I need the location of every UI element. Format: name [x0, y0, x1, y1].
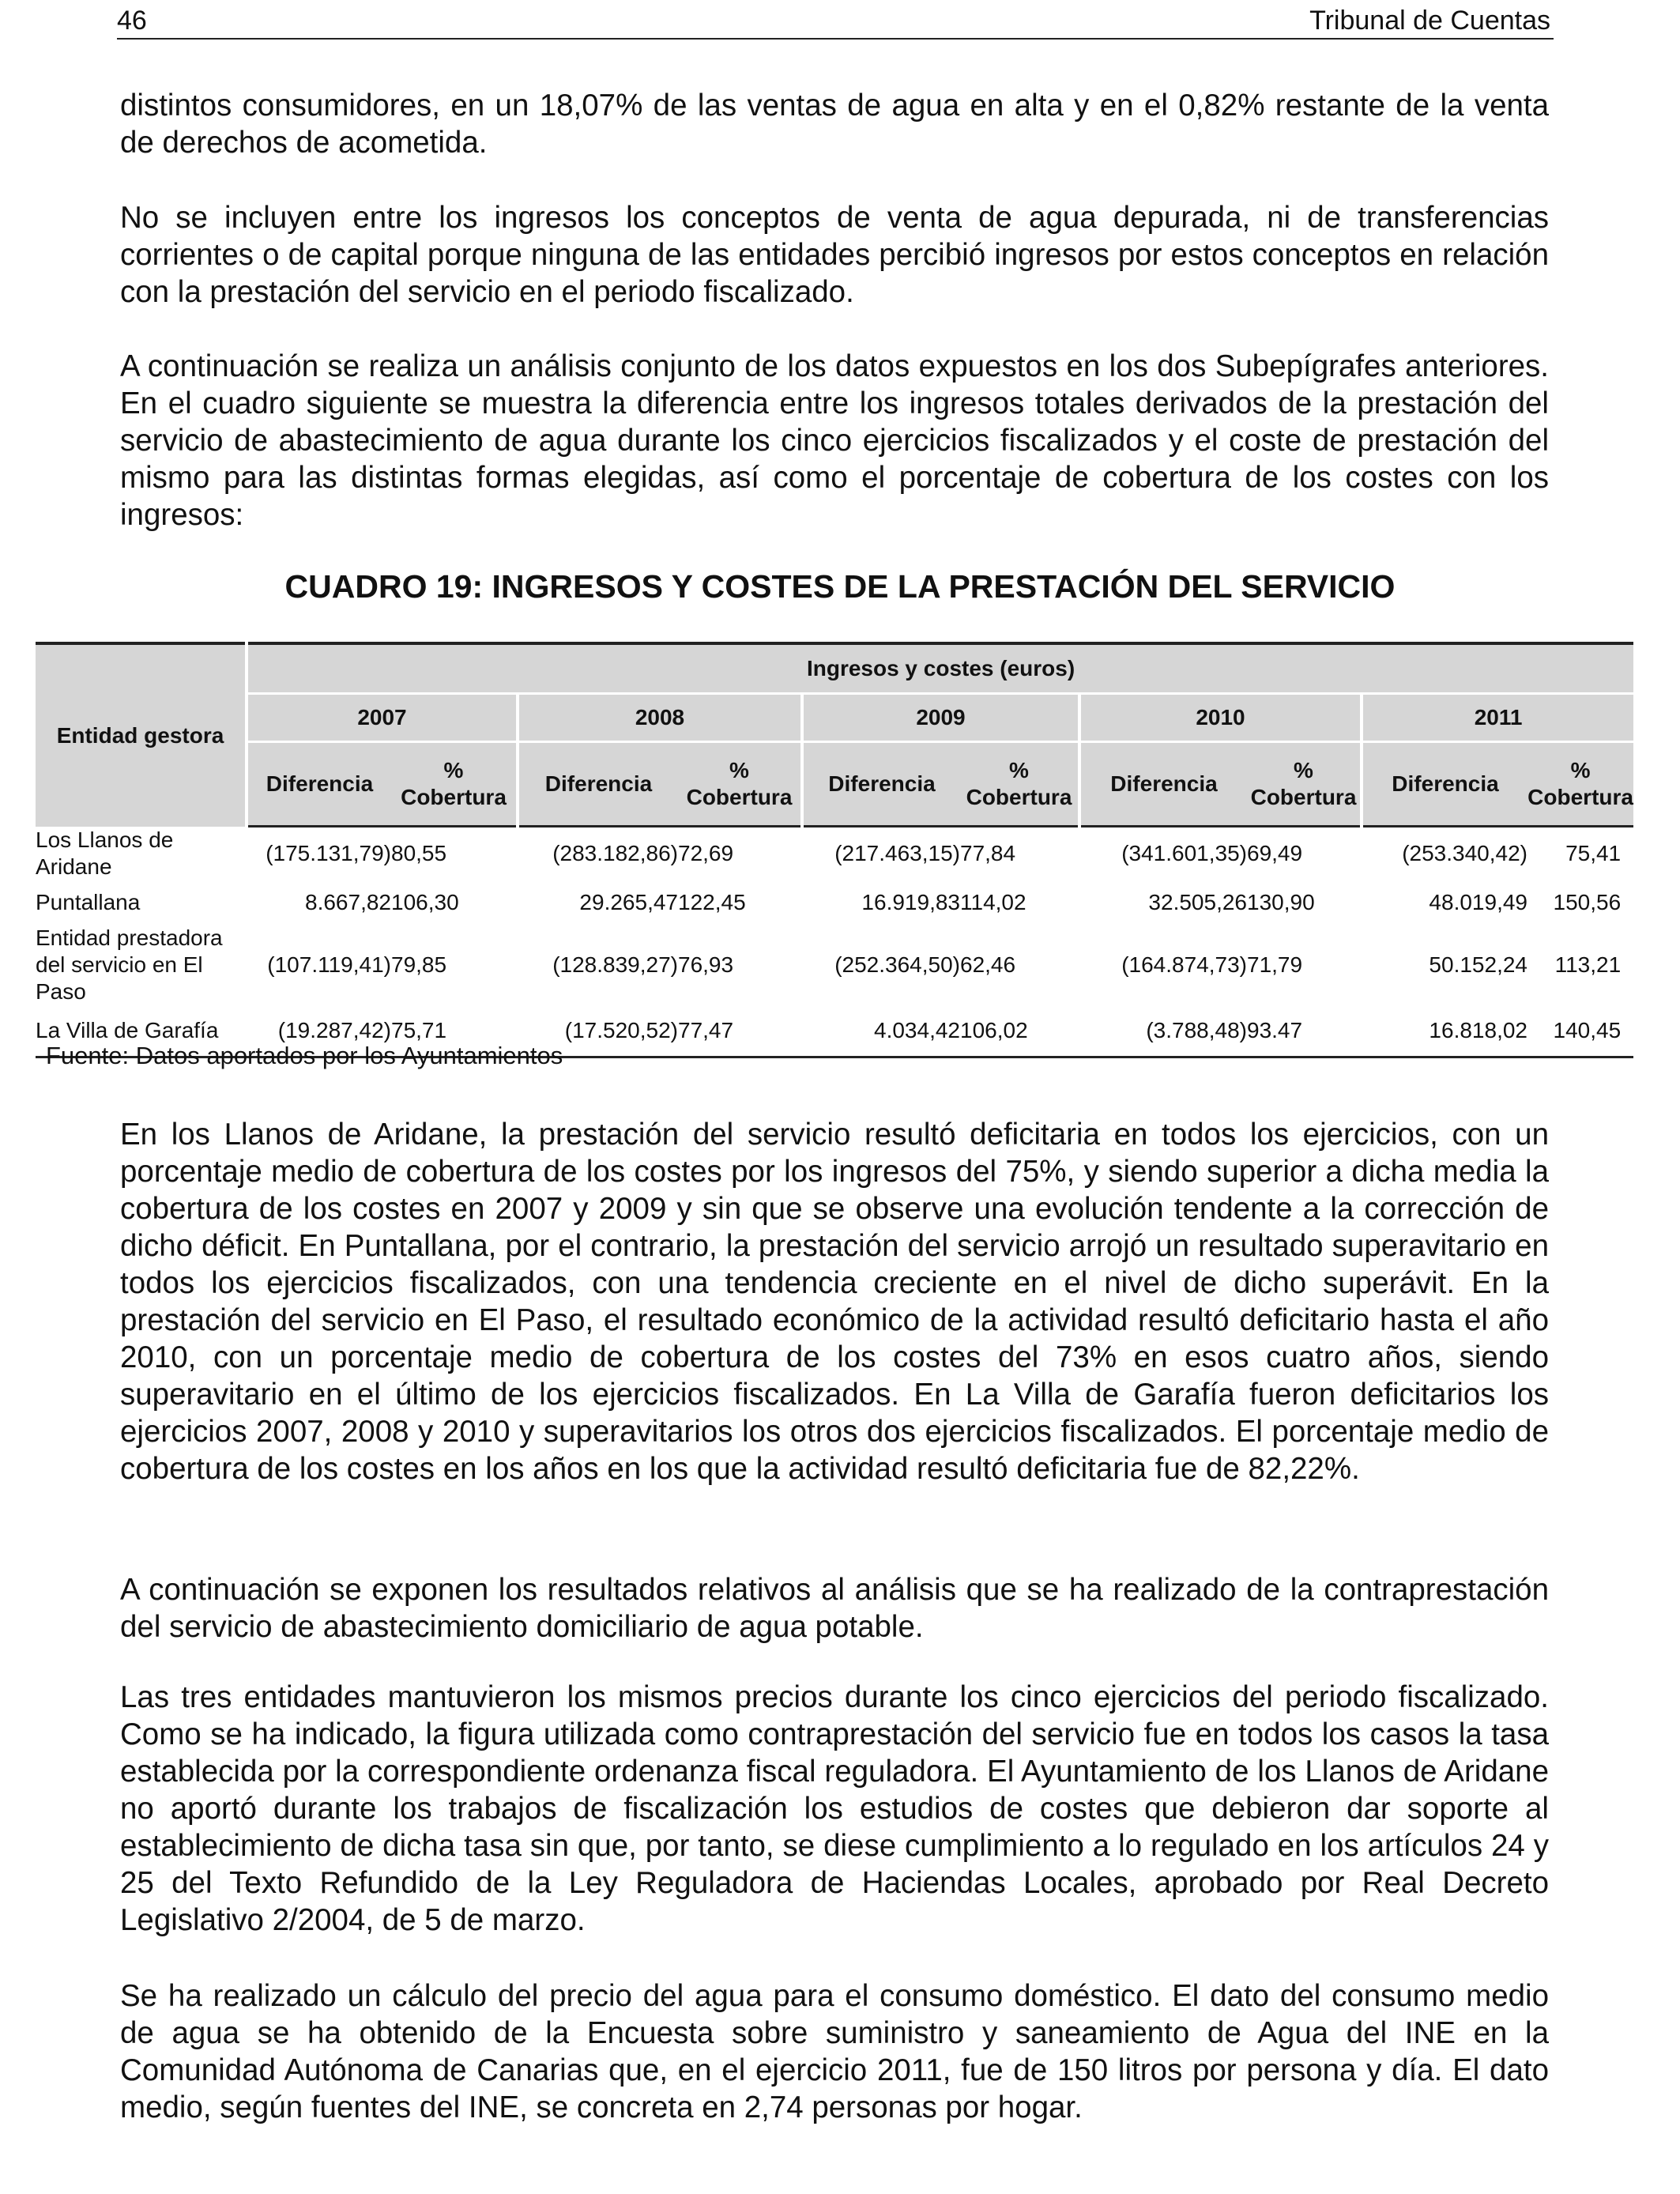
diferencia-cell: (253.340,42)	[1402, 841, 1527, 866]
cobertura-cell: 150,56	[1553, 889, 1622, 914]
year-header: 2009	[802, 694, 1079, 742]
group-header: Ingresos y costes (euros)	[247, 643, 1633, 694]
diferencia-header: Diferencia	[1079, 742, 1247, 827]
cobertura-cell: 93.47	[1247, 1005, 1362, 1057]
paragraph-3: A continuación se realiza un análisis conjunto de los datos expuestos en los dos Subepígrafes anteriores. En el cuadro siguiente se muestra la diferencia entre los ingresos totales derivados de la prestación del servicio de abastecimiento de agua durante los cinco ejercicios fiscalizados y el coste de prestación del mismo para las distintas formas elegidas, así como el porcentaje de cobertura de los costes con los ingresos:	[120, 349, 1549, 532]
diferencia-cell: (128.839,27)	[552, 952, 678, 977]
diferencia-cell: 48.019,49	[1429, 889, 1527, 914]
diferencia-cell: (17.520,52)	[518, 1005, 678, 1057]
diferencia-cell: (283.182,86)	[552, 841, 678, 866]
diferencia-cell: (19.287,42)	[247, 1005, 391, 1057]
diferencia-cell: 32.505,26	[1148, 889, 1247, 914]
table-row	[36, 880, 1633, 925]
coverage-table	[36, 642, 1633, 1058]
header-title: Tribunal de Cuentas	[1309, 6, 1550, 36]
cobertura-cell: 76,93	[678, 952, 734, 977]
cobertura-cell: 77,84	[960, 841, 1016, 866]
table-row	[36, 925, 1633, 1005]
diferencia-cell: (175.131,79)	[266, 841, 391, 866]
diferencia-cell: (107.119,41)	[267, 952, 391, 977]
cobertura-cell: 79,85	[391, 952, 447, 977]
table-row	[36, 827, 1633, 880]
page-number: 46	[117, 6, 147, 36]
entity-name: Puntallana	[36, 889, 141, 914]
diferencia-cell: 50.152,24	[1429, 952, 1527, 977]
cobertura-header: % Cobertura	[1247, 742, 1362, 827]
diferencia-cell: (164.874,73)	[1121, 952, 1247, 977]
cobertura-cell: 140,45	[1527, 1005, 1633, 1057]
diferencia-cell: (252.364,50)	[834, 952, 960, 977]
cobertura-header: % Cobertura	[1527, 742, 1633, 827]
cobertura-cell: 75,71	[391, 1005, 518, 1057]
page-header	[117, 3, 1554, 40]
table-title: CUADRO 19: INGRESOS Y COSTES DE LA PRESTACIÓN DEL SERVICIO	[284, 568, 1396, 605]
diferencia-header: Diferencia	[247, 742, 391, 827]
entity-name: La Villa de Garafía	[36, 1005, 247, 1057]
table-source: Fuente: Datos aportados por los Ayuntamientos	[46, 1042, 563, 1069]
diferencia-cell: (341.601,35)	[1121, 841, 1247, 866]
paragraph-7: Se ha realizado un cálculo del precio del agua para el consumo doméstico. El dato del consumo medio de agua se ha obtenido de la Encuesta sobre suministro y saneamiento de Agua del INE en la Comunidad Autónoma de Canarias que, en el ejercicio 2011, fue de 150 litros por persona y día. El dato medio, según fuentes del INE, se concreta en 2,74 personas por hogar.	[120, 1979, 1549, 2124]
cobertura-cell: 114,02	[960, 889, 1026, 914]
year-header: 2008	[518, 694, 802, 742]
diferencia-cell: 4.034,42	[802, 1005, 960, 1057]
cobertura-cell: 62,46	[960, 952, 1016, 977]
cobertura-cell: 130,90	[1247, 889, 1315, 914]
diferencia-cell: 29.265,47	[579, 889, 678, 914]
paragraph-5: A continuación se exponen los resultados relativos al análisis que se ha realizado de la contraprestación del servicio de abastecimiento domiciliario de agua potable.	[120, 1573, 1549, 1644]
entity-name: Los Llanos de Aridane	[36, 827, 174, 879]
paragraph-2: No se incluyen entre los ingresos los conceptos de venta de agua depurada, ni de transferencias corrientes o de capital porque ninguna de las entidades percibió ingresos por estos conceptos en relación con la prestación del servicio en el periodo fiscalizado.	[120, 201, 1549, 309]
cobertura-cell: 122,45	[678, 889, 746, 914]
diferencia-cell: 8.667,82	[305, 889, 391, 914]
diferencia-header: Diferencia	[802, 742, 960, 827]
cobertura-cell: 77,47	[678, 1005, 802, 1057]
entity-column-header: Entidad gestora	[36, 643, 247, 827]
cobertura-cell: 106,30	[391, 889, 459, 914]
entity-name: Entidad prestadora del servicio en El Paso	[36, 925, 223, 1004]
diferencia-header: Diferencia	[1362, 742, 1527, 827]
cobertura-header: % Cobertura	[960, 742, 1079, 827]
paragraph-6: Las tres entidades mantuvieron los mismos precios durante los cinco ejercicios del periodo fiscalizado. Como se ha indicado, la figura utilizada como contraprestación del servicio fue en todos los casos la tasa establecida por la correspondiente ordenanza fiscal reguladora. El Ayuntamiento de los Llanos de Aridane no aportó durante los trabajos de fiscalización los estudios de costes que debieron dar soporte al establecimiento de dicha tasa sin que, por tanto, se diese cumplimiento a lo regulado en los artículos 24 y 25 del Texto Refundido de la Ley Reguladora de Haciendas Locales, aprobado por Real Decreto Legislativo 2/2004, de 5 de marzo.	[120, 1680, 1549, 1937]
year-header: 2010	[1079, 694, 1362, 742]
diferencia-cell: (3.788,48)	[1079, 1005, 1247, 1057]
paragraph-4: En los Llanos de Aridane, la prestación del servicio resultó deficitaria en todos los ejercicios, con un porcentaje medio de cobertura de los costes por los ingresos del 75%, y siendo superior a dicha media la cobertura de los costes en 2007 y 2009 y sin que se observe una evolución tendente a la corrección de dicho déficit. En Puntallana, por el contrario, la prestación del servicio arrojó un resultado superavitario en todos los ejercicios fiscalizados, con una tendencia creciente en el nivel de dicho superávit. En la prestación del servicio en El Paso, el resultado económico de la actividad resultó deficitario hasta el año 2010, con un porcentaje medio de cobertura de los costes del 73% en esos cuatro años, siendo superavitario en el último de los ejercicios fiscalizados. En La Villa de Garafía fueron deficitarios los ejercicios 2007, 2008 y 2010 y superavitarios los otros dos ejercicios fiscalizados. El porcentaje medio de cobertura de los costes en los años en los que la actividad resultó deficitaria fue de 82,22%.	[120, 1118, 1549, 1486]
cobertura-cell: 80,55	[391, 841, 447, 866]
diferencia-cell: 16.818,02	[1362, 1005, 1527, 1057]
cobertura-cell: 72,69	[678, 841, 734, 866]
paragraph-1: distintos consumidores, en un 18,07% de las ventas de agua en alta y en el 0,82% restante de la venta de derechos de acometida.	[120, 89, 1549, 160]
cobertura-cell: 113,21	[1554, 952, 1622, 977]
year-header: 2007	[247, 694, 518, 742]
year-header: 2011	[1362, 694, 1633, 742]
diferencia-cell: 16.919,83	[861, 889, 960, 914]
cobertura-cell: 71,79	[1247, 952, 1303, 977]
cobertura-cell: 75,41	[1565, 841, 1622, 866]
diferencia-header: Diferencia	[518, 742, 678, 827]
cobertura-header: % Cobertura	[678, 742, 802, 827]
diferencia-cell: (217.463,15)	[834, 841, 960, 866]
cobertura-header: % Cobertura	[391, 742, 518, 827]
cobertura-cell: 69,49	[1247, 841, 1303, 866]
cobertura-cell: 106,02	[960, 1005, 1079, 1057]
